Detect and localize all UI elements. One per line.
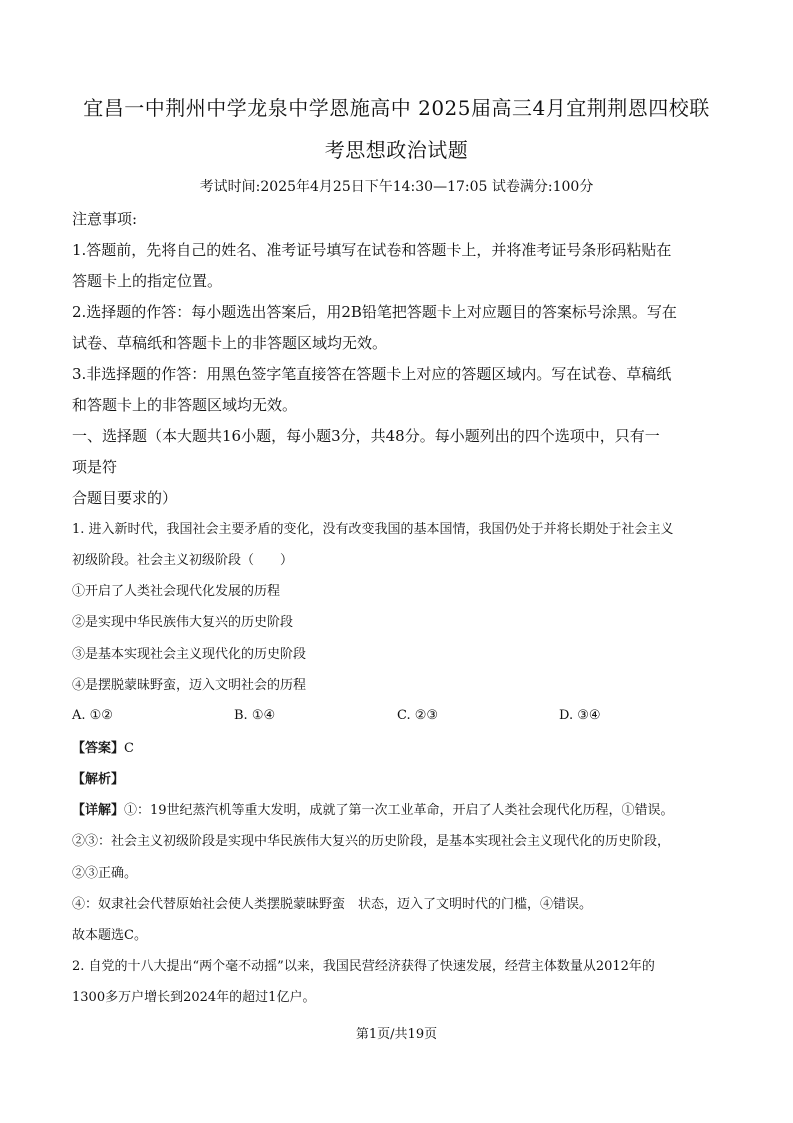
note-2-line-b: 试卷、草稿纸和答题卡上的非答题区域均无效。 — [72, 334, 388, 352]
note-2-line-a: 2.选择题的作答：每小题选出答案后，用2B铅笔把答题卡上对应题目的答案标号涂黑。写在 — [72, 303, 677, 321]
exam-title-line-1: 宜昌一中荆州中学龙泉中学恩施高中 2025届高三4月宜荆荆恩四校联 — [83, 96, 710, 120]
q1-item-3: ③是基本实现社会主义现代化的历史阶段 — [72, 647, 307, 662]
q1-stem-line-b: 初级阶段。社会主义初级阶段（ ） — [72, 553, 294, 568]
q1-item-4: ④是摆脱蒙昧野蛮，迈入文明社会的历程 — [72, 678, 307, 693]
q1-option-d: D. ③④ — [559, 708, 601, 723]
answer-value: C — [124, 741, 134, 756]
section-heading-line-c: 合题目要求的） — [72, 489, 178, 507]
q1-detail-line-1 — [72, 801, 732, 821]
q1-detail-line-3: ④：奴隶社会代替原始社会使人类摆脱蒙昧野蛮 状态，迈入了文明时代的门槛，④错误。 — [72, 897, 593, 912]
q1-option-c: C. ②③ — [397, 708, 439, 723]
note-3-line-b: 和答题卡上的非答题区域均无效。 — [72, 396, 298, 414]
page-number: 第1页/共19页 — [355, 1027, 438, 1042]
q1-option-b: B. ①④ — [234, 708, 276, 723]
analysis-label: 【解析】 — [72, 772, 125, 787]
note-1-line-b: 答题卡上的指定位置。 — [72, 272, 223, 290]
detail-label: 【详解】 — [72, 803, 125, 818]
exam-title-line-2: 考思想政治试题 — [324, 138, 469, 162]
q1-item-1: ①开启了人类社会现代化发展的历程 — [72, 584, 281, 599]
q1-stem-line-a: 1. 进入新时代，我国社会主要矛盾的变化，没有改变我国的基本国情，我国仍处于并将长期处于社会主义 — [72, 522, 674, 537]
q1-conclusion: 故本题选C。 — [72, 928, 147, 943]
q1-detail-line-2a: ②③：社会主义初级阶段是实现中华民族伟大复兴的历史阶段，是基本实现社会主义现代化的历史阶段， — [72, 834, 671, 849]
section-heading-line-b: 项是符 — [72, 458, 118, 476]
notes-heading: 注意事项: — [72, 210, 138, 228]
q2-stem-line-a: 2. 自党的十八大提出“两个毫不动摇”以来，我国民营经济获得了快速发展，经营主体数量从2012年的 — [72, 959, 655, 974]
answer-label: 【答案】 — [72, 741, 125, 756]
q1-item-2: ②是实现中华民族伟大复兴的历史阶段 — [72, 615, 294, 630]
q1-options — [72, 708, 732, 728]
q1-option-a: A. ①② — [72, 708, 113, 723]
detail-text-1: ①：19世纪蒸汽机等重大发明，成就了第一次工业革命，开启了人类社会现代化历程，①错误。 — [124, 803, 674, 818]
note-3-line-a: 3.非选择题的作答：用黑色签字笔直接答在答题卡上对应的答题区域内。写在试卷、草稿纸 — [72, 365, 672, 383]
exam-time-info: 考试时间:2025年4月25日下午14:30—17:05 试卷满分:100分 — [199, 179, 594, 195]
q2-stem-line-b: 1300多万户增长到2024年的超过1亿户。 — [72, 990, 316, 1005]
section-heading-line-a: 一、选择题（本大题共16小题，每小题3分，共48分。每小题列出的四个选项中，只有一 — [72, 427, 660, 445]
q1-detail-line-2b: ②③正确。 — [72, 866, 138, 881]
q1-answer — [72, 739, 732, 759]
note-1-line-a: 1.答题前，先将自己的姓名、准考证号填写在试卷和答题卡上，并将准考证号条形码粘贴在 — [72, 241, 672, 259]
q1-analysis-heading — [72, 770, 732, 790]
